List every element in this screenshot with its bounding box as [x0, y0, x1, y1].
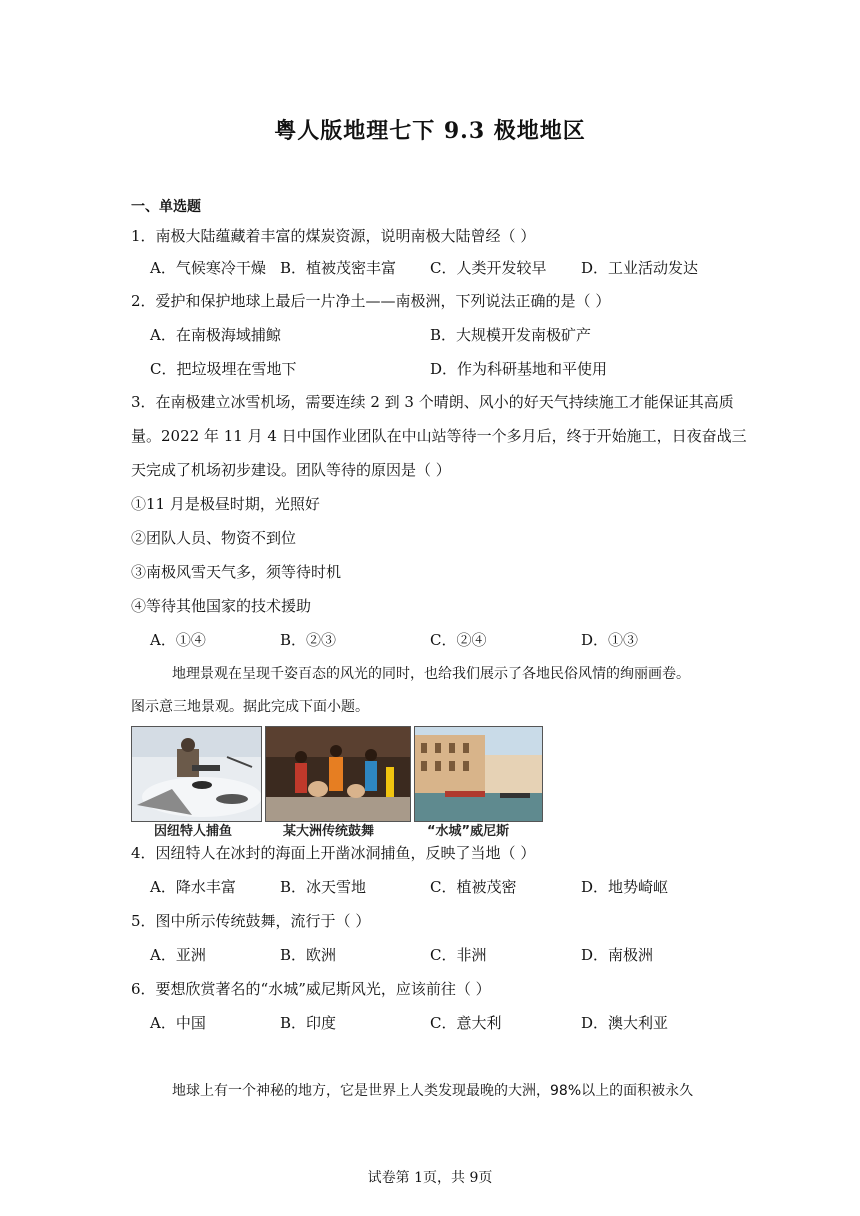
caption-inuit: 因纽特人捕鱼 — [154, 824, 233, 839]
q3-option-c: C．②④ — [430, 631, 487, 649]
q2-option-d: D．作为科研基地和平使用 — [430, 360, 608, 378]
q3-item-4: ④等待其他国家的技术援助 — [131, 597, 312, 615]
caption-venice: “水城”威尼斯 — [427, 824, 510, 839]
question-5-stem: 5．图中所示传统鼓舞，流行于（ ） — [131, 912, 371, 930]
q1-option-c: C．人类开发较早 — [430, 259, 547, 277]
page-title: 粤人版地理七下 9.3 极地地区 — [274, 118, 586, 144]
q3-option-b: B．②③ — [280, 631, 337, 649]
question-2-stem: 2．爱护和保护地球上最后一片净土——南极洲，下列说法正确的是（ ） — [131, 292, 611, 310]
q3-item-2: ②团队人员、物资不到位 — [131, 529, 297, 547]
q3-option-a: A．①④ — [150, 631, 206, 649]
q1-option-a: A．气候寒冷干燥 — [150, 259, 266, 277]
q5-option-c: C．非洲 — [430, 946, 487, 964]
q1-option-d: D．工业活动发达 — [581, 259, 699, 277]
page-footer: 试卷第 1页，共 9页 — [367, 1170, 493, 1186]
venice-photo — [414, 726, 543, 822]
q6-option-b: B．印度 — [280, 1014, 337, 1032]
section-heading: 一、单选题 — [131, 199, 201, 215]
passage-line-2: 图示意三地景观。据此完成下面小题。 — [131, 699, 369, 715]
question-3-stem-line-3: 天完成了机场初步建设。团队等待的原因是（ ） — [131, 461, 451, 479]
q4-option-c: C．植被茂密 — [430, 878, 517, 896]
q2-option-a: A．在南极海域捕鲸 — [150, 326, 281, 344]
q6-option-d: D．澳大利亚 — [581, 1014, 669, 1032]
q2-option-b: B．大规模开发南极矿产 — [430, 326, 592, 344]
q5-option-a: A．亚洲 — [150, 946, 206, 964]
q3-item-1: ①11 月是极昼时期，光照好 — [131, 495, 320, 513]
q2-option-c: C．把垃圾埋在雪地下 — [150, 360, 297, 378]
question-3-stem-line-2: 量。2022 年 11 月 4 日中国作业团队在中山站等待一个多月后，终于开始施工，日夜奋战三 — [131, 427, 747, 445]
q5-option-b: B．欧洲 — [280, 946, 337, 964]
q5-option-d: D．南极洲 — [581, 946, 654, 964]
passage2-line-1: 地球上有一个神秘的地方，它是世界上人类发现最晚的大洲，98%以上的面积被永久 — [172, 1083, 694, 1099]
question-1-stem: 1．南极大陆蕴藏着丰富的煤炭资源，说明南极大陆曾经（ ） — [131, 227, 536, 245]
q1-option-b: B．植被茂密丰富 — [280, 259, 397, 277]
q6-option-a: A．中国 — [150, 1014, 206, 1032]
q4-option-a: A．降水丰富 — [150, 878, 236, 896]
q4-option-d: D．地势崎岖 — [581, 878, 669, 896]
caption-drum-dance: 某大洲传统鼓舞 — [283, 824, 375, 839]
q3-item-3: ③南极风雪天气多，须等待时机 — [131, 563, 342, 581]
question-4-stem: 4．因纽特人在冰封的海面上开凿冰洞捕鱼，反映了当地（ ） — [131, 844, 536, 862]
q4-option-b: B．冰天雪地 — [280, 878, 367, 896]
passage-line-1: 地理景观在呈现千姿百态的风光的同时，也给我们展示了各地民俗风情的绚丽画卷。 — [172, 666, 690, 682]
q6-option-c: C．意大利 — [430, 1014, 502, 1032]
question-6-stem: 6．要想欣赏著名的“水城”威尼斯风光，应该前往（ ） — [131, 980, 491, 998]
inuit-fishing-photo — [131, 726, 262, 822]
african-drum-dance-photo — [265, 726, 411, 822]
question-3-stem-line-1: 3．在南极建立冰雪机场，需要连续 2 到 3 个晴朗、风小的好天气持续施工才能保证其高质 — [131, 393, 734, 411]
q3-option-d: D．①③ — [581, 631, 639, 649]
